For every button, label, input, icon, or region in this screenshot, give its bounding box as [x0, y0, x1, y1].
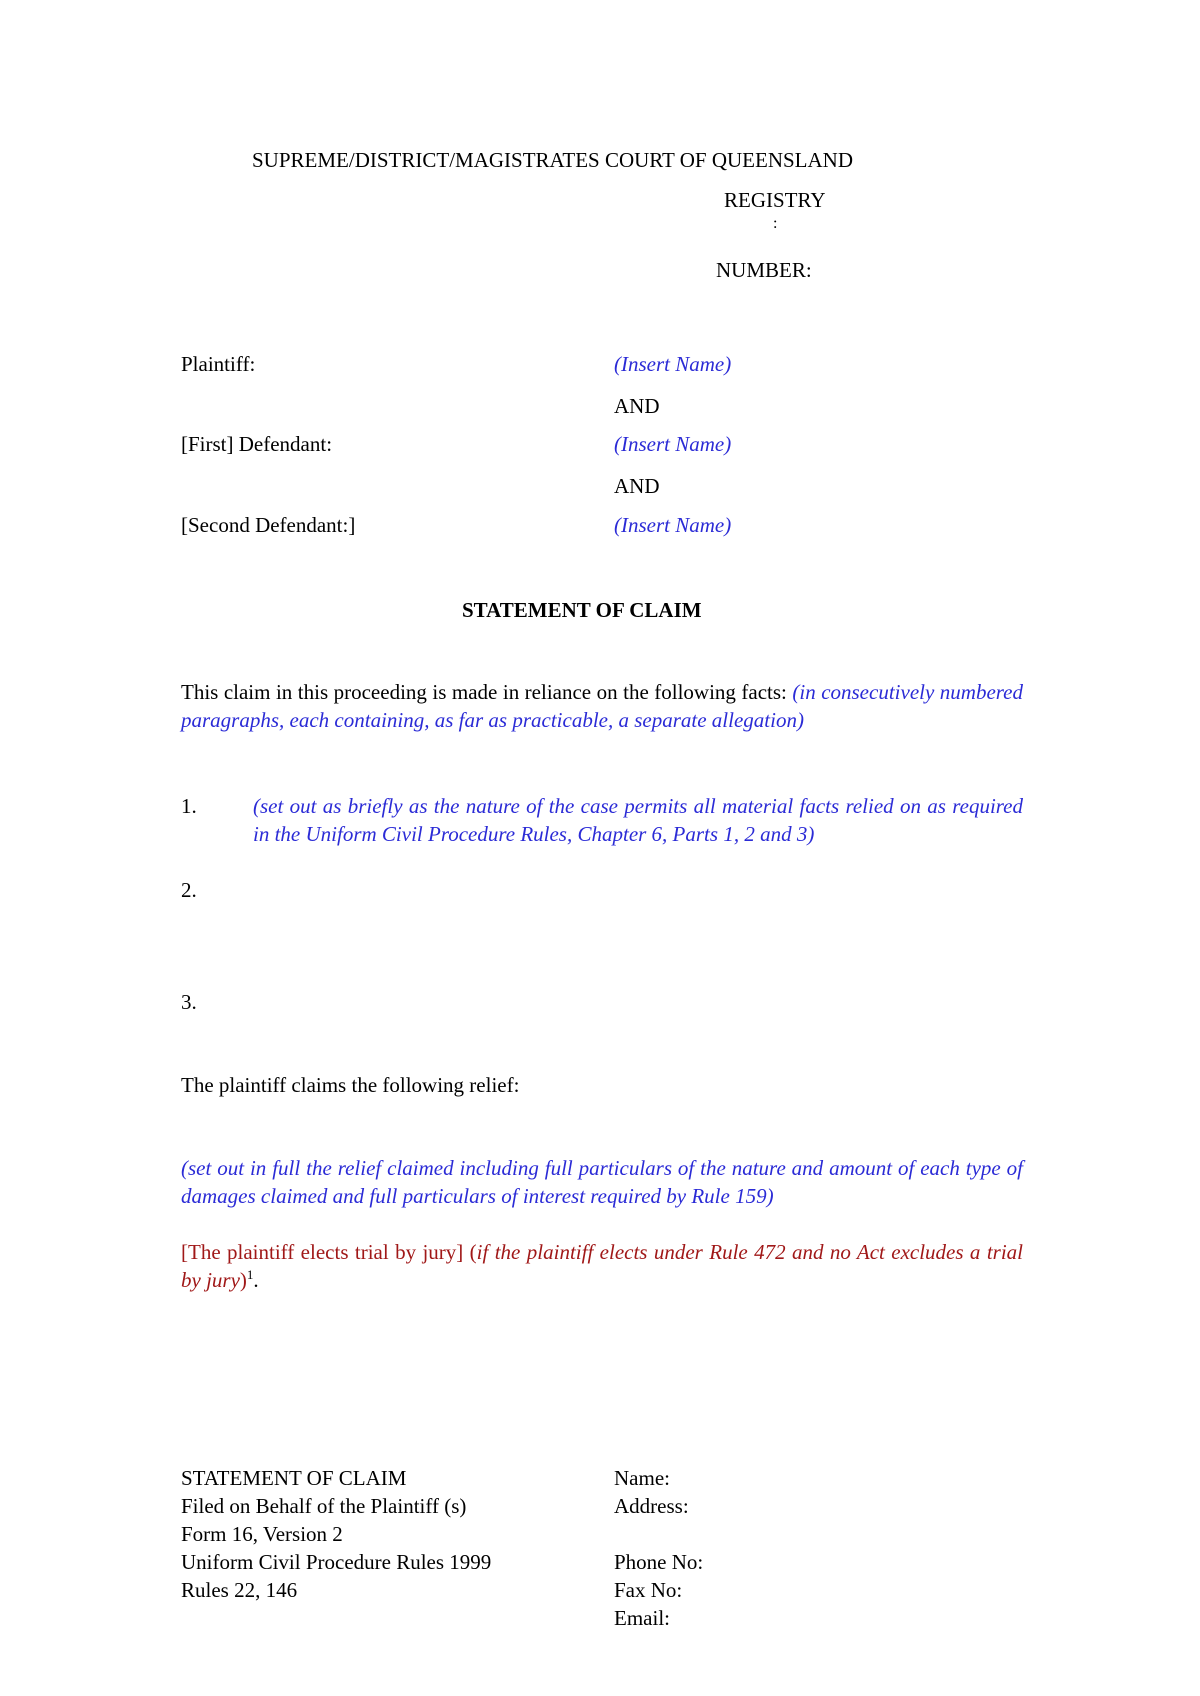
footnote-marker: 1	[246, 1267, 254, 1282]
registry-label: REGISTRY	[724, 188, 826, 212]
first-defendant-label: [First] Defendant:	[181, 432, 333, 456]
number-label: NUMBER:	[716, 258, 812, 282]
paragraph-number-3: 3.	[181, 990, 197, 1014]
jury-election-condition: if the plaintiff elects under Rule 472 and no Act excludes a trial by jury	[181, 1240, 1023, 1292]
footer-rules-numbers: Rules 22, 146	[181, 1578, 298, 1602]
paragraph-number-2: 2.	[181, 878, 197, 902]
and-separator-2: AND	[614, 474, 660, 498]
intro-instruction: (in consecutively numbered paragraphs, each containing, as far as practicable, a separate allegation)	[181, 680, 1023, 732]
jury-election-end: .	[253, 1268, 259, 1292]
plaintiff-label: Plaintiff:	[181, 352, 256, 376]
document-title: STATEMENT OF CLAIM	[462, 598, 702, 622]
and-separator-1: AND	[614, 394, 660, 418]
intro-text: This claim in this proceeding is made in reliance on the following facts:	[181, 680, 793, 704]
footer-filed-on-behalf: Filed on Behalf of the Plaintiff (s)	[181, 1494, 467, 1518]
second-defendant-label: [Second Defendant:]	[181, 513, 356, 537]
second-defendant-name-placeholder: (Insert Name)	[614, 513, 732, 537]
relief-heading: The plaintiff claims the following relief:	[181, 1073, 520, 1097]
intro-paragraph	[181, 678, 1023, 734]
plaintiff-name-placeholder: (Insert Name)	[614, 352, 732, 376]
footer-form-version: Form 16, Version 2	[181, 1522, 343, 1546]
footer-email-label: Email:	[614, 1606, 670, 1630]
footer-document-name: STATEMENT OF CLAIM	[181, 1466, 407, 1490]
footer-rules-title: Uniform Civil Procedure Rules 1999	[181, 1550, 492, 1574]
first-defendant-name-placeholder: (Insert Name)	[614, 432, 732, 456]
jury-election-text: [The plaintiff elects trial by jury] (	[181, 1240, 477, 1264]
court-title: SUPREME/DISTRICT/MAGISTRATES COURT OF QUEENSLAND	[252, 148, 853, 172]
footer-phone-label: Phone No:	[614, 1550, 704, 1574]
footer-fax-label: Fax No:	[614, 1578, 683, 1602]
paragraph-number-1: 1.	[181, 794, 197, 818]
jury-election-close: )	[239, 1268, 247, 1292]
registry-colon: :	[773, 215, 778, 232]
footer-name-label: Name:	[614, 1466, 670, 1490]
jury-election	[181, 1238, 1023, 1294]
footer-address-label: Address:	[614, 1494, 689, 1518]
relief-instruction: (set out in full the relief claimed including full particulars of the nature and amount of each type of damages claimed and full particulars of interest required by Rule 159)	[181, 1156, 1023, 1208]
paragraph-text-1: (set out as briefly as the nature of the case permits all material facts relied on as required in the Uniform Civil Procedure Rules, Chapter 6, Parts 1, 2 and 3)	[253, 794, 1023, 846]
